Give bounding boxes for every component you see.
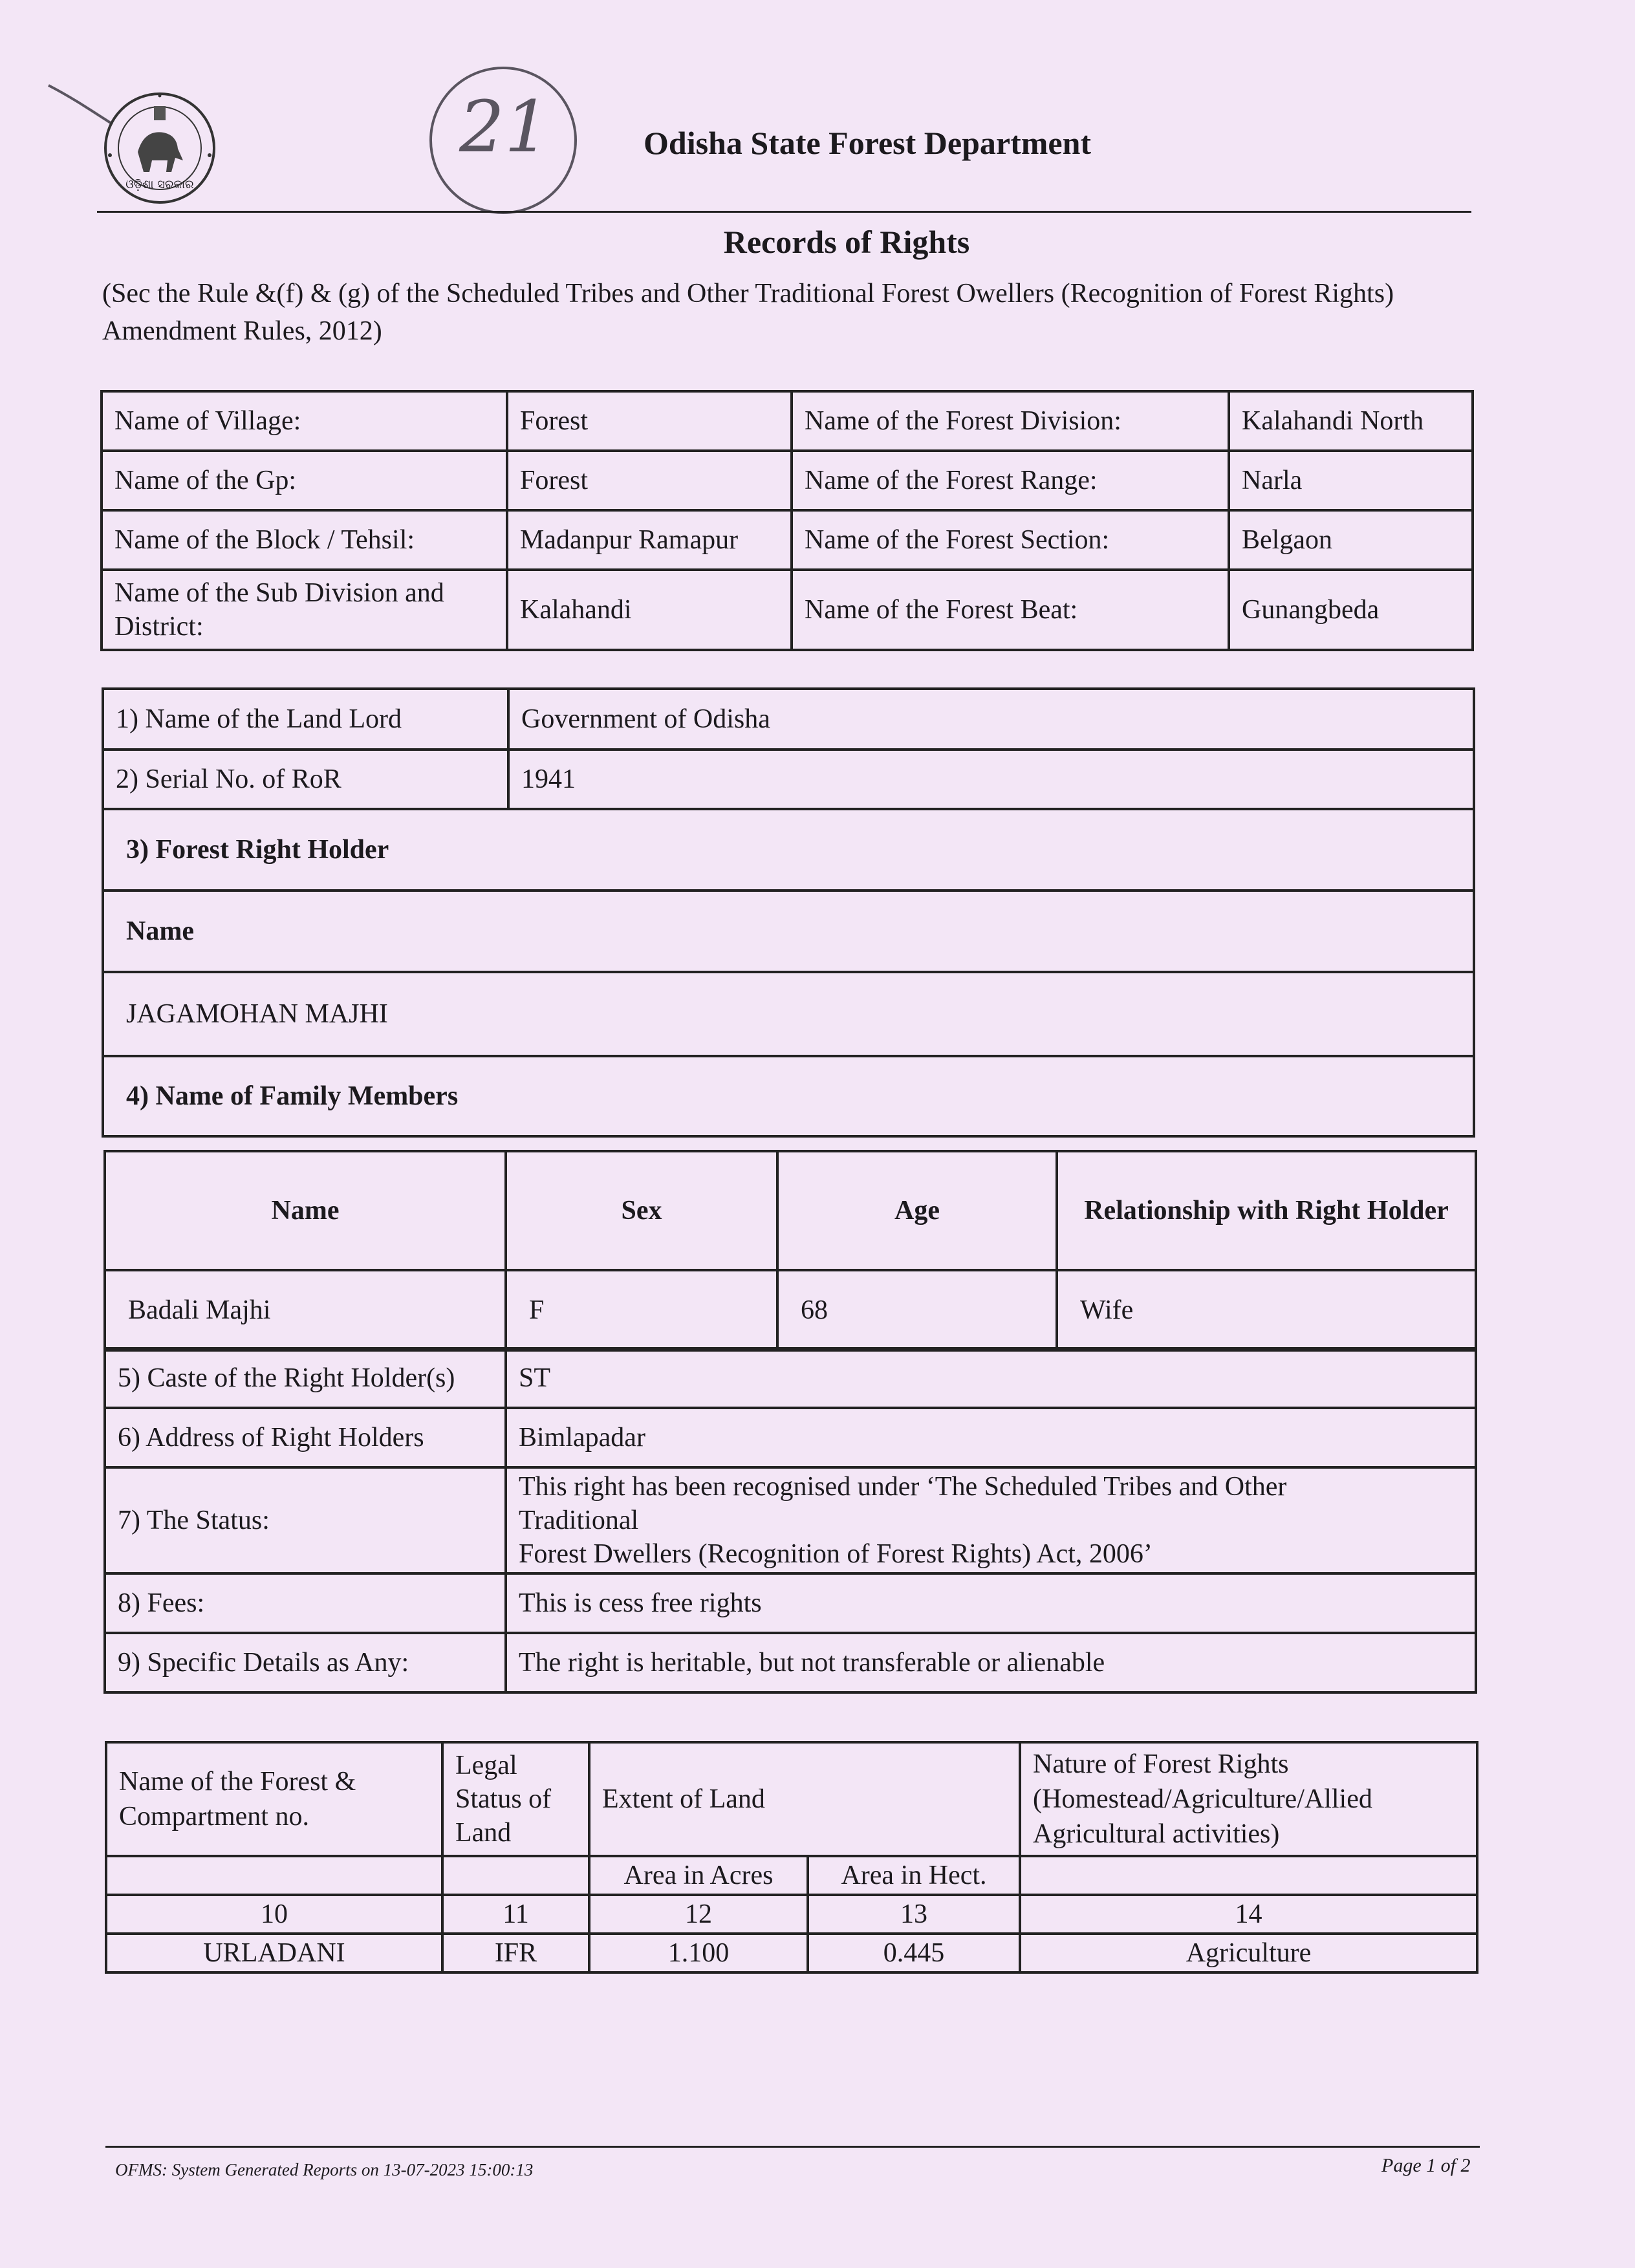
column-number: 12 (589, 1895, 808, 1934)
family-age-header: Age (777, 1151, 1057, 1270)
location-row (102, 510, 1473, 570)
land-header-row (106, 1742, 1477, 1856)
village-label: Name of Village: (102, 391, 507, 451)
header-divider (97, 211, 1471, 213)
forest-range-label: Name of the Forest Range: (792, 451, 1229, 510)
member-name: Badali Majhi (105, 1270, 506, 1350)
forest-name-value: URLADANI (106, 1934, 442, 1972)
family-table (103, 1150, 1477, 1352)
fees-value: This is cess free rights (506, 1573, 1476, 1633)
holder-name: JAGAMOHAN MAJHI (103, 972, 1474, 1056)
member-relation: Wife (1057, 1270, 1476, 1350)
blank-cell (1020, 1856, 1477, 1895)
forest-beat-value: Gunangbeda (1229, 570, 1473, 650)
document-title: Records of Rights (723, 224, 970, 260)
blank-cell (106, 1856, 442, 1895)
location-row (102, 570, 1473, 650)
block-value: Madanpur Ramapur (507, 510, 792, 570)
seal-caption: ଓଡ଼ିଶା ସରକାର (125, 178, 194, 191)
land-lord-label: 1) Name of the Land Lord (103, 689, 508, 750)
hect-value: 0.445 (808, 1934, 1020, 1972)
column-number: 11 (442, 1895, 589, 1934)
forest-range-value: Narla (1229, 451, 1473, 510)
location-row (102, 391, 1473, 451)
land-subheader-row (106, 1856, 1477, 1895)
family-header-row (105, 1151, 1476, 1270)
status-line: Forest Dwellers (Recognition of Forest Rights) Act, 2006’ (519, 1539, 1153, 1569)
member-age: 68 (777, 1270, 1057, 1350)
table-row (105, 1270, 1476, 1350)
subdivision-label: Name of the Sub Division and District: (102, 570, 507, 650)
serial-value: 1941 (508, 750, 1474, 809)
page-number: Page 1 of 2 (1381, 2155, 1471, 2176)
gp-label: Name of the Gp: (102, 451, 507, 510)
column-number: 14 (1020, 1895, 1477, 1934)
table-row (106, 1934, 1477, 1972)
village-value: Forest (507, 391, 792, 451)
specific-label: 9) Specific Details as Any: (105, 1633, 506, 1692)
odisha-emblem-icon (102, 91, 217, 206)
gp-value: Forest (507, 451, 792, 510)
forest-division-label: Name of the Forest Division: (792, 391, 1229, 451)
land-number-row (106, 1895, 1477, 1934)
nature-value: Agriculture (1020, 1934, 1477, 1972)
forest-compartment-header: Name of the Forest & Compartment no. (106, 1742, 442, 1856)
forest-section-label: Name of the Forest Section: (792, 510, 1229, 570)
detail-row (105, 1408, 1476, 1467)
address-value: Bimlapadar (506, 1408, 1476, 1467)
forest-beat-label: Name of the Forest Beat: (792, 570, 1229, 650)
member-sex: F (506, 1270, 777, 1350)
footer-divider (105, 2146, 1480, 2148)
family-sex-header: Sex (506, 1151, 777, 1270)
address-label: 6) Address of Right Holders (105, 1408, 506, 1467)
block-label: Name of the Block / Tehsil: (102, 510, 507, 570)
legal-status-header: Legal Status of Land (442, 1742, 589, 1856)
handwritten-number: 21 (459, 85, 550, 168)
location-row (102, 451, 1473, 510)
forest-division-value: Kalahandi North (1229, 391, 1473, 451)
record-row (103, 1056, 1474, 1136)
record-row (103, 809, 1474, 891)
column-number: 10 (106, 1895, 442, 1934)
serial-label: 2) Serial No. of RoR (103, 750, 508, 809)
land-lord-value: Government of Odisha (508, 689, 1474, 750)
location-table (100, 390, 1474, 651)
detail-row (105, 1467, 1476, 1573)
caste-label: 5) Caste of the Right Holder(s) (105, 1348, 506, 1408)
document-subtitle: (Sec the Rule &(f) & (g) of the Scheduled Tribes and Other Traditional Forest Owellers (Recognition of Forest Rights) Amendment Rules, 2012) (102, 279, 1394, 346)
forest-section-value: Belgaon (1229, 510, 1473, 570)
blank-cell (442, 1856, 589, 1895)
nature-header: Nature of Forest Rights (Homestead/Agriculture/Allied Agricultural activities) (1020, 1742, 1477, 1856)
family-heading: 4) Name of Family Members (103, 1056, 1474, 1136)
generated-timestamp: OFMS: System Generated Reports on 13-07-2023 15:00:13 (115, 2160, 534, 2179)
handwritten-circle-mark (427, 59, 582, 221)
record-row (103, 689, 1474, 750)
record-row (103, 972, 1474, 1056)
acres-value: 1.100 (589, 1934, 808, 1972)
land-table (105, 1741, 1478, 1974)
status-value (506, 1467, 1476, 1573)
record-table (102, 687, 1475, 1138)
detail-row (105, 1633, 1476, 1692)
detail-row (105, 1573, 1476, 1633)
subdivision-value: Kalahandi (507, 570, 792, 650)
details-table (103, 1347, 1477, 1694)
name-heading: Name (103, 891, 1474, 972)
family-name-header: Name (105, 1151, 506, 1270)
detail-row (105, 1348, 1476, 1408)
family-relation-header: Relationship with Right Holder (1057, 1151, 1476, 1270)
caste-value: ST (506, 1348, 1476, 1408)
fees-label: 8) Fees: (105, 1573, 506, 1633)
extent-header: Extent of Land (589, 1742, 1020, 1856)
status-label: 7) The Status: (105, 1467, 506, 1573)
status-line: This right has been recognised under ‘The Scheduled Tribes and Other (519, 1472, 1287, 1502)
status-line: Traditional (519, 1506, 639, 1535)
record-row (103, 750, 1474, 809)
department-title: Odisha State Forest Department (644, 125, 1092, 161)
record-row (103, 891, 1474, 972)
acres-header: Area in Acres (589, 1856, 808, 1895)
hect-header: Area in Hect. (808, 1856, 1020, 1895)
holder-heading: 3) Forest Right Holder (103, 809, 1474, 891)
column-number: 13 (808, 1895, 1020, 1934)
specific-value: The right is heritable, but not transferable or alienable (506, 1633, 1476, 1692)
legal-status-value: IFR (442, 1934, 589, 1972)
